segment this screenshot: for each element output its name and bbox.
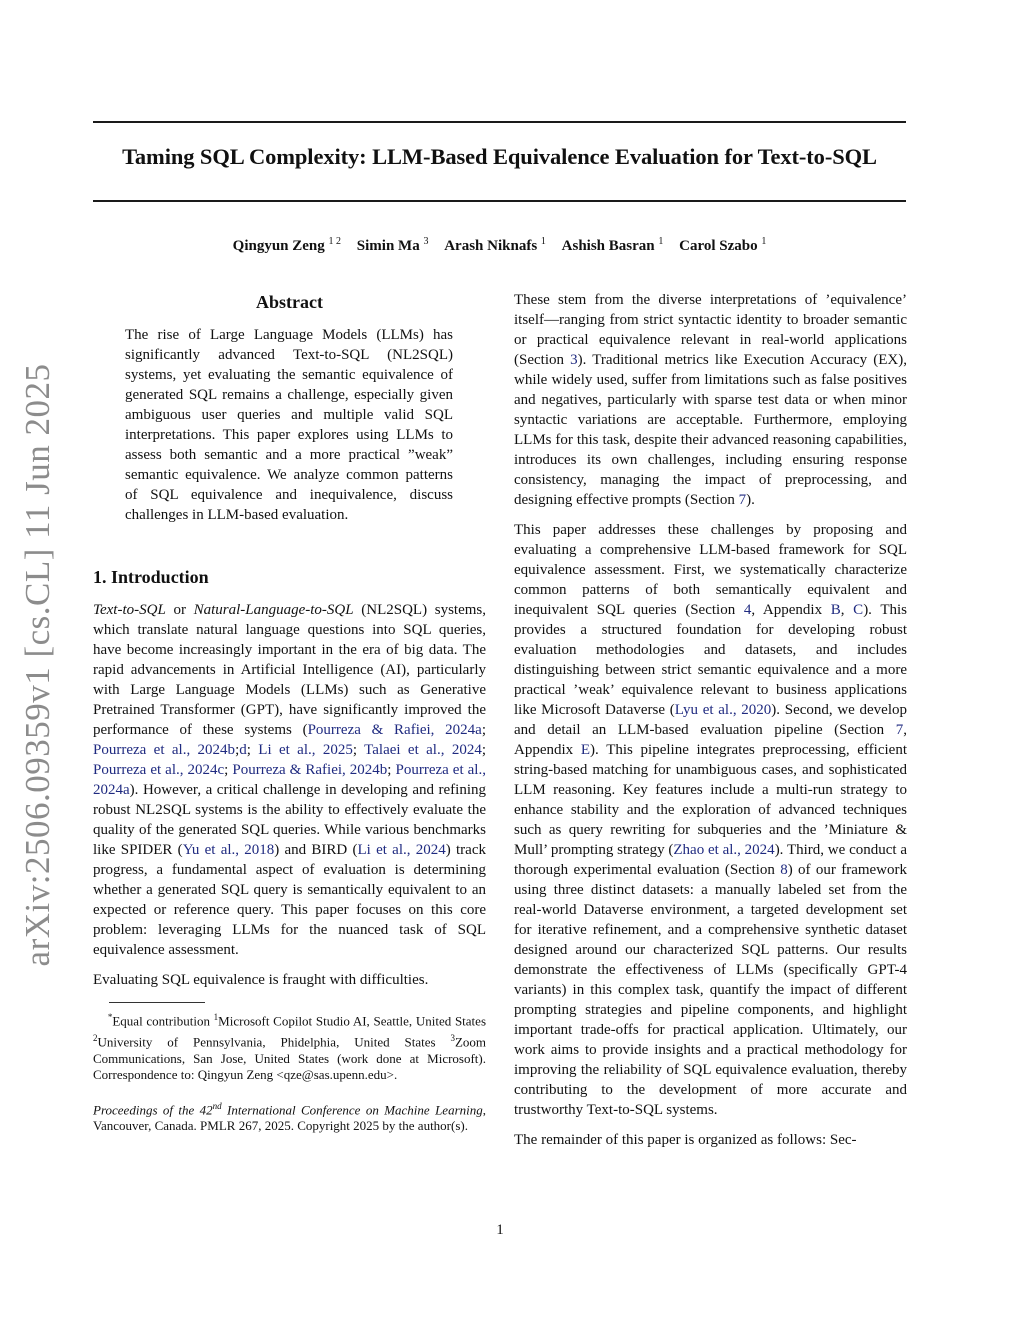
title-rule-bottom [93, 200, 906, 202]
right-paragraph-3: The remainder of this paper is organized as follows: Sec- [514, 1132, 857, 1148]
intro-paragraph-1: Text-to-SQL or Natural-Language-to-SQL (NL2SQL) systems, which translate natural language questions into SQL queries, have become increasingly important in the era of big data. The rapid advancements in Artificial Intelligence (AI), particularly with Large Language Models (LLMs) such as Generative Pretrained Transformer (GPT), have significantly improved the performance of these systems (Pourreza & Rafiei, 2024a; Pourreza et al., 2024b;d; Li et al., 2025; Talaei et al., 2024; Pourreza et al., 2024c; Pourreza & Rafiei, 2024b; Pourreza et al., 2024a). However, a critical challenge in developing and refining robust NL2SQL systems is the ability to effectively evaluate the quality of the generated SQL queries. While various benchmarks like SPIDER (Yu et al., 2018) and BIRD (Li et al., 2024) track progress, a fundamental aspect of evaluation is determining whether a generated SQL query is semantically equivalent to an expected or reference query. This paper focuses on this core problem: leveraging LLMs for the nuanced task of SQL equivalence assessment. [93, 602, 487, 958]
citation-link[interactable]: Pourreza et al., 2024c [93, 762, 225, 778]
citation-link[interactable]: Li et al., 2025 [258, 742, 353, 758]
proceedings-note: Proceedings of the 42nd International Conference on Machine Learning, Vancouver, Canada. PMLR 267, 2025. Copyright 2025 by the author(s). [93, 1100, 486, 1134]
page-number: 1 [496, 1222, 504, 1238]
arxiv-identifier-stamp: arXiv:2506.09359v1 [cs.CL] 11 Jun 2025 [18, 363, 57, 967]
author: Simin Ma $^3$ [356, 236, 429, 254]
citation-link[interactable]: Pourreza et al., 2024a [93, 762, 486, 798]
author: Ashish Basran $^1$ [561, 236, 664, 254]
section-ref-link[interactable]: 8 [780, 862, 788, 878]
right-paragraph-1: These stem from the diverse interpretations of ’equivalence’ itself—ranging from strict syntactic identity to broader semantic or practical equivalence relevant in real-world applications (Section 3). Traditional metrics like Execution Accuracy (EX), while widely used, suffer from limitations such as false positives and negatives, particularly with sparse test data or when minor syntactic variations are acceptable. Furthermore, employing LLMs for this task, despite their advanced reasoning capabilities, introduces its own challenges, including ensuring response consistency, managing the impact of preprocessing, and designing effective prompts (Section 7). [514, 292, 907, 508]
title-rule-top [93, 121, 906, 123]
paper-title: Taming SQL Complexity: LLM-Based Equivalence Evaluation for Text-to-SQL [122, 144, 877, 169]
appendix-ref-link[interactable]: E [580, 742, 591, 758]
author-list [93, 236, 906, 255]
intro-paragraph-2: Evaluating SQL equivalence is fraught with difficulties. [93, 972, 429, 988]
citation-link[interactable]: d [239, 742, 247, 758]
citation-link[interactable]: Pourreza & Rafiei, 2024a [307, 722, 482, 738]
appendix-ref-link[interactable]: B [830, 602, 841, 618]
citation-link[interactable]: Talaei et al., 2024 [364, 742, 482, 758]
citation-link[interactable]: Pourreza & Rafiei, 2024b [232, 762, 388, 778]
abstract-text: The rise of Large Language Models (LLMs) has significantly advanced Text-to-SQL (NL2SQL) systems, yet evaluating the semantic equivalence of generated SQL remains a challenge, especially given ambiguous user queries and multiple valid SQL interpretations. This paper explores using LLMs to assess both semantic and a more practical ”weak” semantic equivalence. We analyze common patterns of SQL equivalence and inequivalence, discuss challenges in LLM-based evaluation. [125, 327, 453, 523]
citation-link[interactable]: Yu et al., 2018 [182, 842, 275, 858]
abstract-heading: Abstract [256, 292, 323, 312]
left-column [93, 290, 486, 1135]
citation-link[interactable]: Zhao et al., 2024 [673, 842, 775, 858]
right-paragraph-2: This paper addresses these challenges by proposing and evaluating a comprehensive LLM-based framework for SQL equivalence assessment. First, we systematically characterize common patterns of both semantically equivalent and inequivalent SQL queries (Section 4, Appendix B, C). This provides a structured foundation for developing robust evaluation methodologies and datasets, and includes distinguishing between strict semantic equivalence and a more practical ’weak’ equivalence relevant to business applications like Microsoft Dataverse (Lyu et al., 2020). Second, we develop and detail an LLM-based evaluation pipeline (Section 7, Appendix E). This pipeline integrates preprocessing, efficient string-based matching for unambiguous cases, and sophisticated LLM reasoning. Key features include a multi-run strategy to enhance stability and the exploration of advanced techniques such as query rewriting for subqueries and the ’Miniature & Mull’ prompting strategy (Zhao et al., 2024). Third, we conduct a thorough experimental evaluation (Section 8) of our framework using three distinct datasets: a manually labeled set from the real-world Dataverse environment, a targeted development set for iterative refinement, and a comprehensive synthetic dataset designed around our characterized SQL patterns. Our results demonstrate the effectiveness of LLMs (specifically GPT-4 variants) in this complex task, quantify the impact of different prompting strategies and pipeline components, and highlight important trade-offs for practical application. Ultimately, our work aims to provide insights and a practical methodology for improving the reliability of SQL equivalence evaluation, thereby contributing to the development of more accurate and trustworthy Text-to-SQL systems. [514, 522, 907, 1118]
citation-link[interactable]: Lyu et al., 2020 [674, 702, 772, 718]
author: Qingyun Zeng $^{1 2}$ [232, 236, 342, 254]
citation-link[interactable]: Pourreza et al., 2024b [93, 742, 236, 758]
author: Arash Niknafs $^1$ [444, 236, 546, 254]
section-ref-link[interactable]: 7 [738, 492, 747, 508]
section-ref-link[interactable]: 3 [570, 352, 578, 368]
section-ref-link[interactable]: 7 [895, 722, 904, 738]
appendix-ref-link[interactable]: C [853, 602, 864, 618]
right-column [514, 290, 907, 1150]
affiliation-footnote: *Equal contribution $^1$Microsoft Copilot Studio AI, Seattle, United States $^2$University of Pennsylvania, Phidelphia, United States $^3$Zoom Communications, San Jose, United States (work done at Microsoft). Correspondence to: Qingyun Zeng <qze@sas.upenn.edu>. [93, 1012, 487, 1083]
footnote-divider [109, 1002, 205, 1003]
citation-link[interactable]: Li et al., 2024 [357, 842, 446, 858]
author: Carol Szabo $^1$ [679, 236, 767, 254]
introduction-heading: 1. Introduction [93, 567, 209, 587]
section-ref-link[interactable]: 4 [743, 602, 752, 618]
